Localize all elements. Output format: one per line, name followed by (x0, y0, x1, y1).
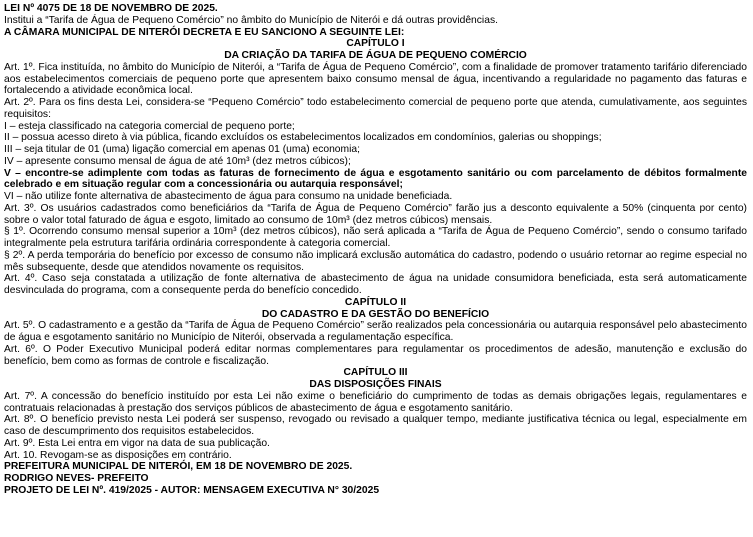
article-1: Art. 1º. Fica instituída, no âmbito do Município de Niterói, a “Tarifa de Água de Pequeno Comércio”, com a finalidade de promover tratamento tarifário diferenciado aos estabelecimentos comerciais de pequeno porte que apresentem baixo consumo mensal de água, incentivando a regularidade no pagamento das faturas e fortalecendo a atividade econômica local. (4, 61, 747, 97)
signer-name: RODRIGO NEVES- PREFEITO (4, 473, 149, 484)
chapter-3-title: DAS DISPOSIÇÕES FINAIS (309, 379, 442, 390)
chapter-2-title: DO CADASTRO E DA GESTÃO DO BENEFÍCIO (261, 308, 490, 320)
chapter-1-title: DA CRIAÇÃO DA TARIFA DE ÁGUA DE PEQUENO COMÉRCIO (224, 50, 527, 61)
law-header: LEI Nº 4075 DE 18 DE NOVEMBRO DE 2025. (4, 3, 218, 14)
article-3: Art. 3º. Os usuários cadastrados como beneficiários da “Tarifa de Água de Pequeno Comércio” farão jus a desconto equivalente a 50% (cinquenta por cento) sobre o valor total faturado de água e esgoto, limitado ao consumo de 10m³ (dez metros cúbicos) mensais. (4, 202, 747, 226)
paragraph-2: § 2º. A perda temporária do benefício por excesso de consumo não implicará exclusão automática do cadastro, podendo o usuário retornar ao regime especial no mês subsequente, desde que atendidos novamente os requisitos. (4, 249, 747, 273)
article-8: Art. 8º. O benefício previsto nesta Lei poderá ser suspenso, revogado ou revisado a qualquer tempo, mediante justificativa técnica ou legal, especialmente em caso de descumprimento dos requisitos estabelecidos. (4, 414, 747, 437)
item-v: V – encontre-se adimplente com todas as faturas de fornecimento de água e esgotamento sanitário ou com parcelamento de débitos formalmente celebrado e em situação regular com a concessionária ou autarquia responsável; (4, 167, 747, 191)
article-2: Art. 2º. Para os fins desta Lei, considera-se “Pequeno Comércio” todo estabelecimento comercial de pequeno porte que atenda, cumulativamente, aos seguintes requisitos: (4, 97, 747, 120)
article-6: Art. 6º. O Poder Executivo Municipal poderá editar normas complementares para regulamentar os procedimentos de adesão, manutenção e exclusão do benefício, bem como as formas de controle e fiscalização. (4, 343, 747, 367)
item-iii: III – seja titular de 01 (uma) ligação comercial em apenas 01 (uma) economia; (4, 144, 360, 155)
item-ii: II – possua acesso direto à via pública, ficando excluídos os estabelecimentos localizados em condomínios, galerias ou shoppings; (4, 132, 602, 144)
article-7: Art. 7º. A concessão do benefício instituído por esta Lei não exime o beneficiário do cumprimento de todas as demais obrigações legais, regulamentares e contratuais relacionadas à prestação dos serviços públicos de abastecimento de água e esgotamento sanitário. (4, 390, 747, 414)
chapter-1-label: CAPÍTULO I (346, 38, 405, 50)
article-4: Art. 4º. Caso seja constatada a utilização de fonte alternativa de abastecimento de água na unidade consumidora beneficiada, esta será automaticamente desvinculada do programa, com a consequente perda do benefício concedido. (4, 273, 747, 296)
article-5: Art. 5º. O cadastramento e a gestão da “Tarifa de Água de Pequeno Comércio” serão realizados pela concessionária ou autarquia responsável pelo abastecimento de água e esgotamento sanitário no Município de Niterói, observada a regulamentação específica. (4, 320, 747, 343)
chapter-2-label: CAPÍTULO II (344, 296, 407, 308)
item-vi: VI – não utilize fonte alternativa de abastecimento de água para consumo na unidade beneficiada. (4, 191, 453, 202)
article-10: Art. 10. Revogam-se as disposições em contrário. (4, 449, 232, 461)
law-ementa: Institui a “Tarifa de Água de Pequeno Comércio” no âmbito do Município de Niterói e dá outras providências. (4, 14, 498, 26)
signature-place-date: PREFEITURA MUNICIPAL DE NITERÓI, EM 18 DE NOVEMBRO DE 2025. (4, 461, 353, 473)
item-i: I – esteja classificado na categoria comercial de pequeno porte; (4, 120, 295, 132)
chapter-3-label: CAPÍTULO III (343, 367, 408, 379)
article-9: Art. 9º. Esta Lei entra em vigor na data de sua publicação. (4, 437, 270, 449)
item-iv: IV – apresente consumo mensal de água de até 10m³ (dez metros cúbicos); (4, 155, 351, 167)
paragraph-1: § 1º. Ocorrendo consumo mensal superior a 10m³ (dez metros cúbicos), não será aplicada a “Tarifa de Água de Pequeno Comércio”, sendo o consumo tarifado integralmente pela estrutura tarifária ordinária correspondente à categoria comercial. (4, 226, 747, 249)
bill-reference: PROJETO DE LEI Nº. 419/2025 - AUTOR: MENSAGEM EXECUTIVA N° 30/2025 (4, 484, 380, 496)
decree-statement: A CÂMARA MUNICIPAL DE NITERÓI DECRETA E EU SANCIONO A SEGUINTE LEI: (4, 26, 405, 38)
